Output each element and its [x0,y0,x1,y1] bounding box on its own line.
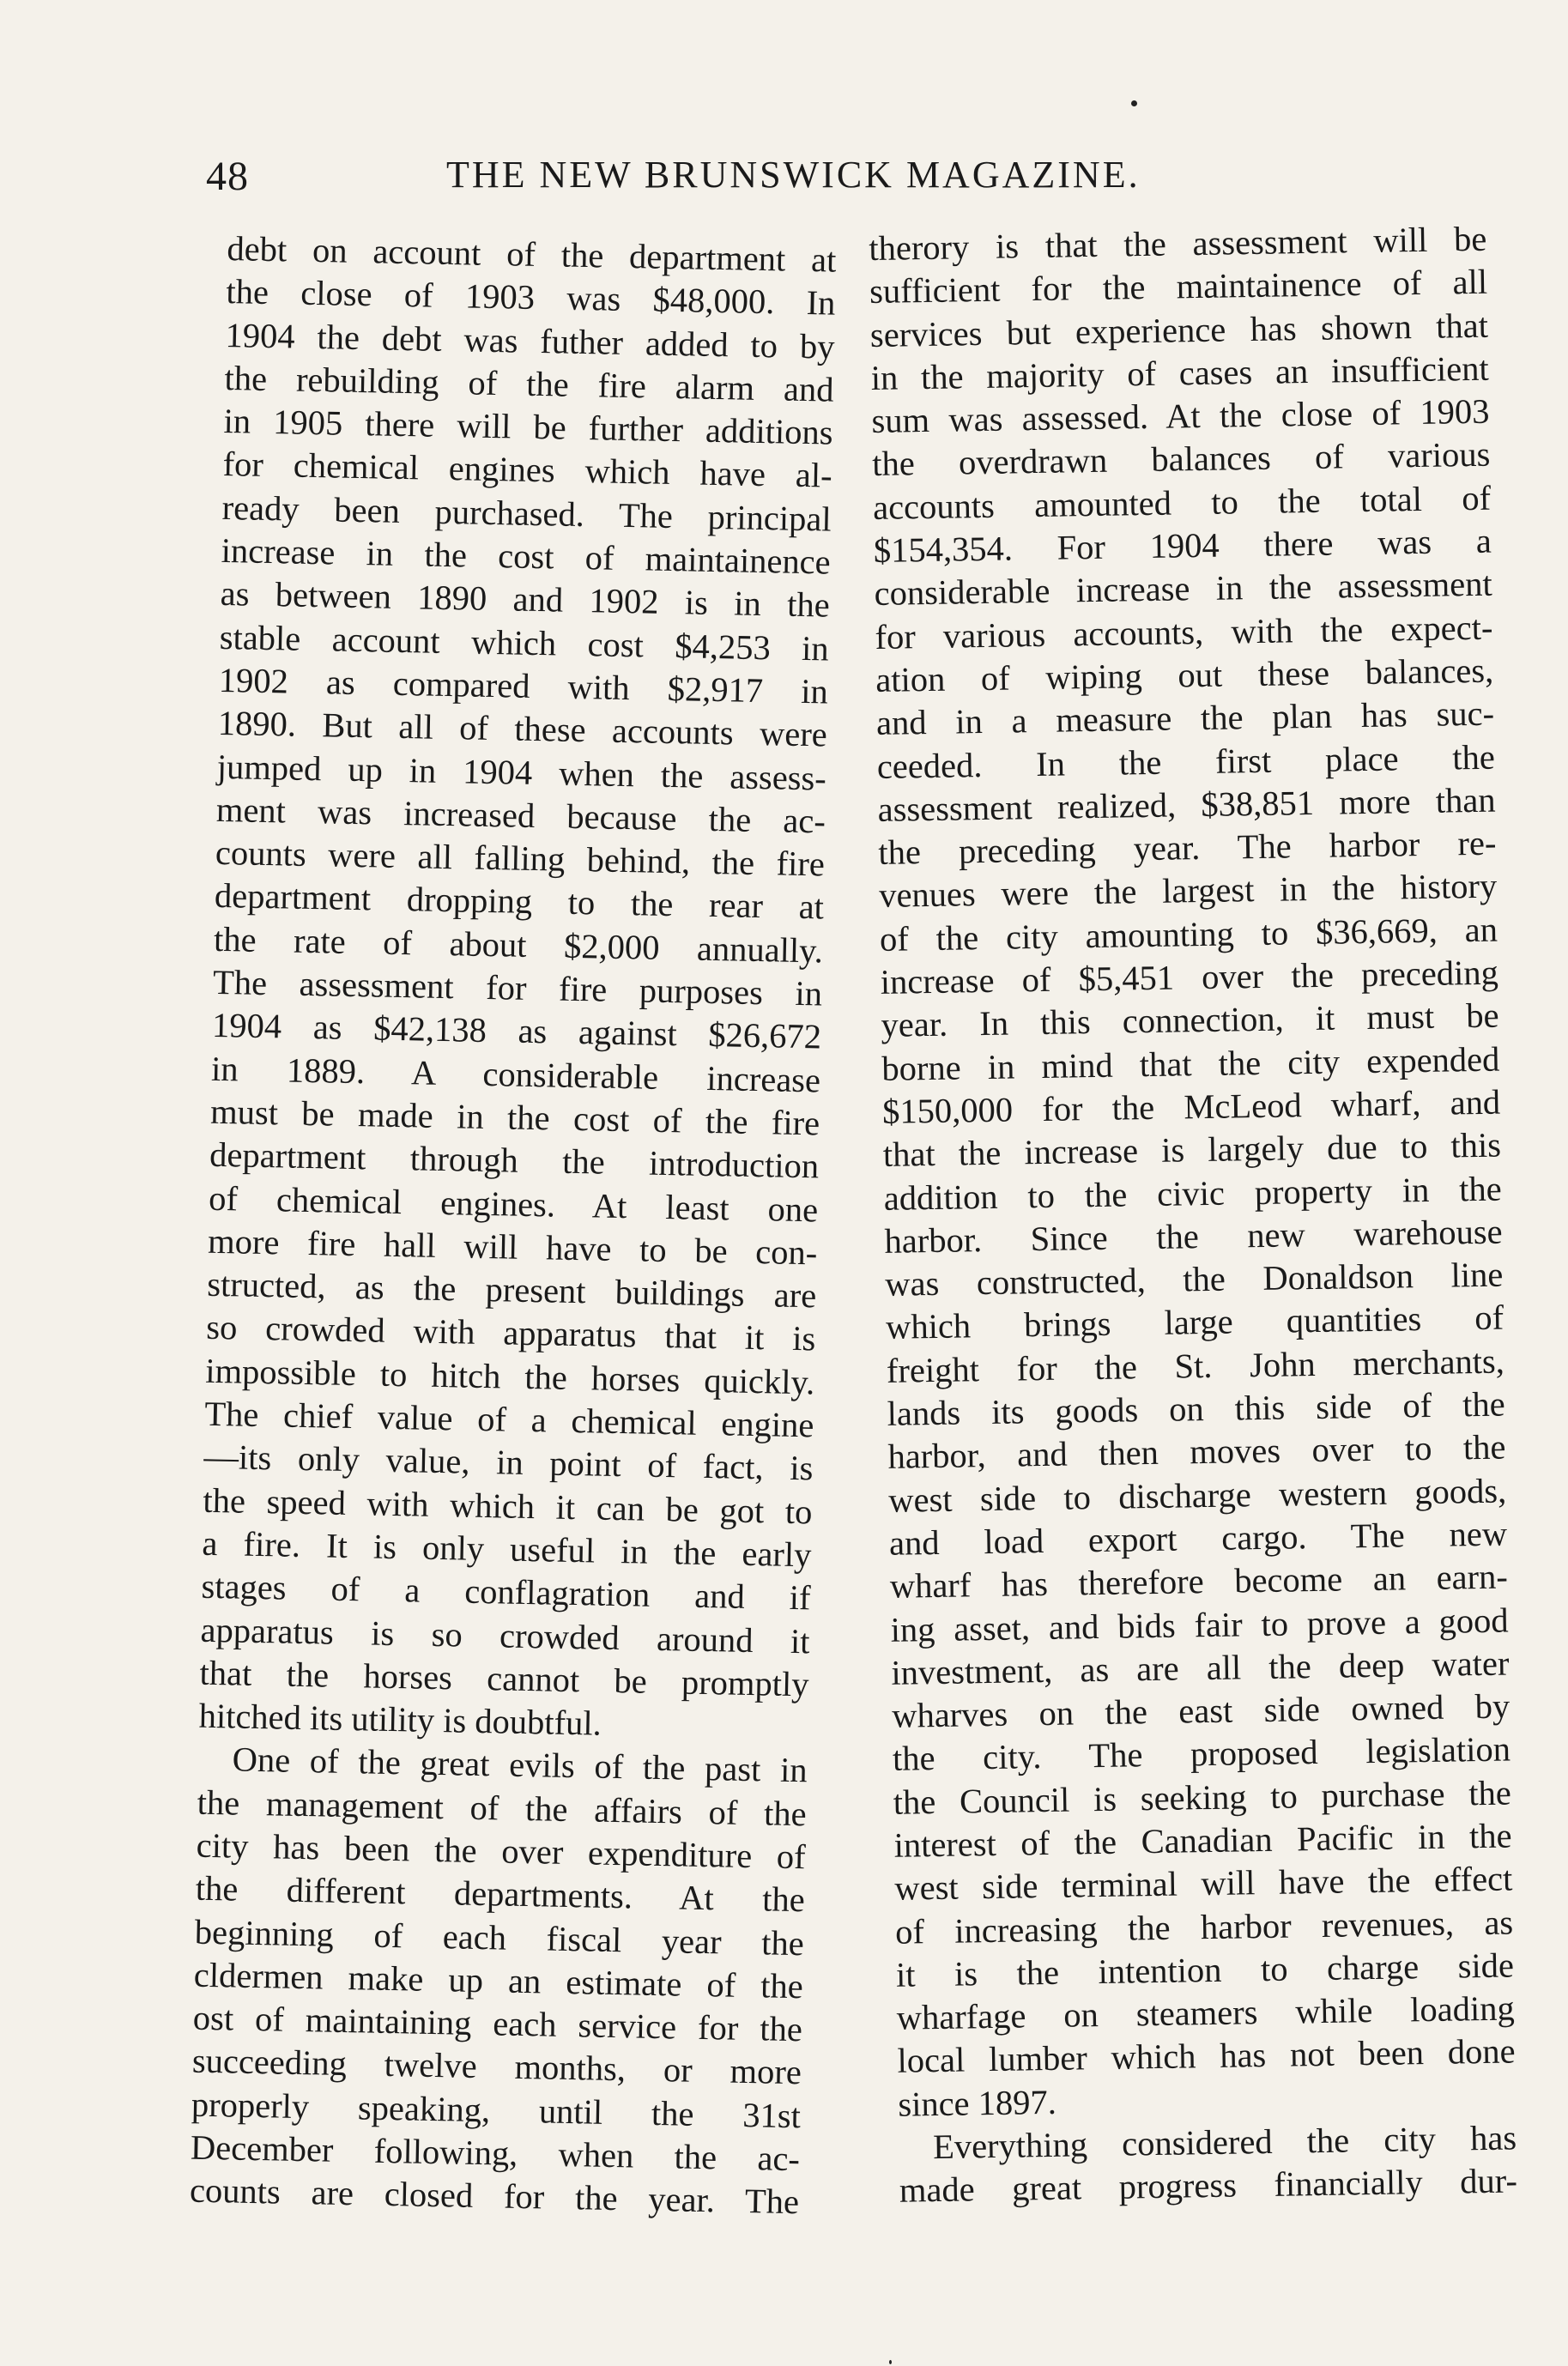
right-column-line: interest of the Canadian Pacific in the [893,1816,1512,1865]
right-column-line: freight for the St. John merchants, [886,1341,1505,1390]
left-text-column [190,227,837,2224]
left-column-line: 1902 as compared with $2,917 in [218,660,829,711]
right-column-line: venues were the largest in the history [878,867,1498,916]
left-column-line: the rebuilding of the fire alarm and [224,358,834,409]
left-column-line: for chemical engines which have al- [222,445,833,496]
right-column-line: the Council is seeking to purchase the [893,1773,1512,1822]
right-column-line: assessment realized, $38,851 more than [877,780,1496,829]
left-column-line: stages of a conflagration and if [201,1566,811,1618]
print-speck [1131,100,1137,106]
left-column-line: the management of the affairs of the [197,1782,808,1833]
left-column-line: ready been purchased. The principal [221,487,832,539]
left-column-line: 1890. But all of these accounts were [217,704,828,754]
right-column-line: west side terminal will have the effect [894,1859,1513,1909]
left-column-line: increase in the cost of maintainence [221,531,832,582]
left-column-line: in 1889. A considerable increase [210,1049,821,1100]
print-speck [889,2360,892,2364]
right-column-line: and in a measure the plan has suc- [875,693,1495,743]
left-column-line: city has been the over expenditure of [196,1825,807,1877]
left-column-line: The assessment for fire purposes in [212,962,823,1014]
right-column-line: was constructed, the Donaldson line [884,1255,1504,1304]
left-column-line: department dropping to the rear at [214,876,825,927]
left-column-line: must be made in the cost of the fire [209,1092,820,1143]
right-column-line: it is the intention to charge side [895,1945,1515,1994]
right-column-line: lands its goods on this side of the [887,1384,1505,1433]
right-column-line: $154,354. For 1904 there was a [873,521,1492,571]
right-column-line: harbor, and then moves over to the [887,1427,1506,1477]
right-column-line: therory is that the assessment will be [869,219,1487,268]
right-column-line: wharves on the east side owned by [891,1686,1510,1735]
left-column-line: One of the great evils of the past in [232,1740,808,1790]
left-column-line: jumped up in 1904 when the assess- [216,747,827,798]
right-column-line: for various accounts, with the expect- [875,608,1493,657]
left-column-line: apparatus is so crowded around it [200,1610,810,1661]
left-column-line: cldermen make up an estimate of the [193,1955,804,2006]
right-column-line: $150,000 for the McLeod wharf, and [881,1082,1501,1131]
left-column-line: the close of 1903 was $48,000. In [226,272,836,323]
right-column-line: west side to discharge western goods, [887,1471,1507,1520]
left-column-line: succeeding twelve months, or more [191,2042,802,2092]
left-column-line: December following, when the ac- [190,2127,801,2179]
left-column-line: The chief value of a chemical engine [204,1394,814,1445]
left-column-line: beginning of each fiscal year the [194,1912,805,1963]
right-column-line: borne in mind that the city expended [881,1039,1500,1088]
left-column-line: debt on account of the department at [227,228,837,280]
right-column-line: which brings large quantities of [885,1298,1504,1347]
left-column-line: stable account which cost $4,253 in [219,617,830,669]
right-column-line: in the majority of cases an insufficient [870,348,1490,397]
right-column-line: harbor. Since the new warehouse [884,1212,1503,1261]
right-column-line: ceeded. In the first place the [876,737,1496,786]
left-column-line: a fire. It is only useful in the early [202,1523,812,1575]
left-column-line: the rate of about $2,000 annually. [213,919,824,971]
left-column-line: counts are closed for the year. The [189,2170,800,2222]
right-column-line: considerable increase in the assessment [874,565,1492,614]
left-column-line: the different departments. At the [195,1868,806,1920]
right-column-line: since 1897. [898,2082,1057,2124]
left-column-line: impossible to hitch the horses quickly. [204,1351,815,1402]
right-column-line: ing asset, and bids fair to prove a good [890,1600,1509,1649]
right-column-line: and load export cargo. The new [888,1514,1508,1563]
right-column-line: Everything considered the city has [932,2118,1517,2167]
right-column-line: the city. The proposed legislation [892,1729,1511,1779]
left-column-line: ost of maintaining each service for the [192,1998,803,2049]
right-text-column [869,218,1517,2213]
left-column-line: so crowded with apparatus that it is [205,1308,816,1358]
right-column-line: wharf has therefore become an earn- [889,1557,1509,1607]
left-column-line: the speed with which it can be got to [203,1480,813,1531]
right-column-line: that the increase is largely due to this [882,1125,1502,1175]
left-column-line: of chemical engines. At least one [208,1178,819,1229]
left-column-line: ment was increased because the ac- [215,790,826,841]
right-column-line: ation of wiping out these balances, [875,650,1494,699]
right-column-line: accounts amounted to the total of [872,478,1492,527]
left-column-line: in 1905 there will be further additions [223,402,833,452]
right-column-line: the overdrawn balances of various [871,435,1491,484]
left-column-line: properly speaking, until the 31st [191,2085,802,2135]
left-column-line: —its only value, in point of fact, is [203,1437,814,1488]
right-column-line: sufficient for the maintainence of all [869,262,1488,312]
page-number: 48 [206,154,249,199]
right-column-line: made great progress financially dur- [899,2161,1518,2211]
left-column-line: 1904 as $42,138 as against $26,672 [211,1006,822,1056]
right-column-line: addition to the civic property in the [883,1169,1503,1218]
right-column-line: increase of $5,451 over the preceding [880,953,1499,1001]
right-column-line: services but experience has shown that [869,306,1489,354]
right-column-line: of the city amounting to $36,669, an [879,910,1498,959]
left-column-line: that the horses cannot be promptly [199,1653,809,1704]
left-column-line: hitched its utility is doubtful. [198,1696,602,1743]
running-title: THE NEW BRUNSWICK MAGAZINE. [446,154,1141,196]
page-header [206,153,1365,213]
left-column-line: as between 1890 and 1902 is in the [220,574,831,625]
left-column-line: 1904 the debt was futher added to by [225,315,835,366]
right-column-line: year. In this connection, it must be [881,995,1499,1045]
right-column-line: local lumber which has not been done [897,2031,1516,2081]
right-column-line: the preceding year. The harbor re- [878,823,1497,873]
right-column-line: of increasing the harbor revenues, as [894,1903,1514,1951]
right-column-line: wharfage on steamers while loading [896,1988,1516,2037]
left-column-line: department through the introduction [209,1135,820,1186]
left-column-line: structed, as the present buildings are [206,1264,817,1316]
right-column-line: sum was assessed. At the close of 1903 [871,391,1490,441]
left-column-line: more fire hall will have to be con- [207,1221,818,1273]
left-column-line: counts were all falling behind, the fire [215,833,826,884]
right-column-line: investment, as are all the deep water [891,1643,1510,1692]
